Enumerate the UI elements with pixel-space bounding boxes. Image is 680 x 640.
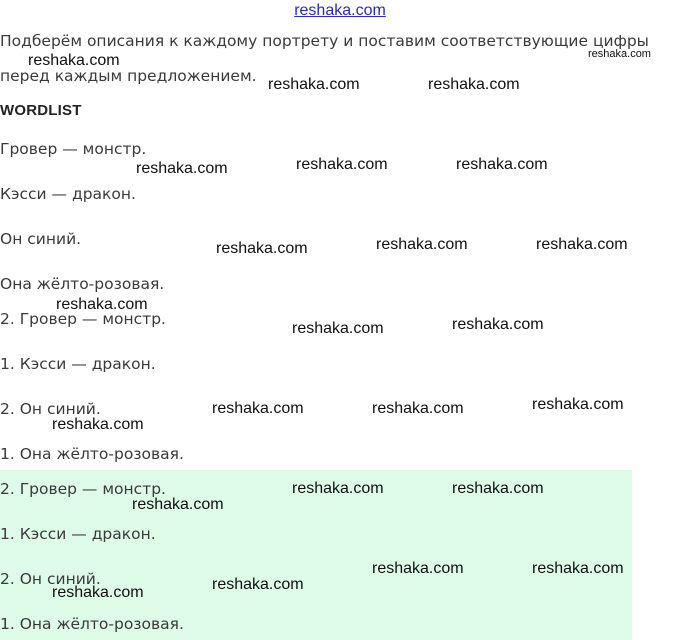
answer-item: 1. Она жёлто-розовая.: [0, 445, 184, 463]
watermark: reshaka.com: [292, 480, 384, 497]
answer-item: 1. Кэсси — дракон.: [0, 355, 156, 373]
highlighted-answer-item: 1. Кэсси — дракон.: [0, 525, 156, 543]
watermark: reshaka.com: [372, 400, 464, 417]
watermark: reshaka.com: [452, 480, 544, 497]
watermark: reshaka.com: [588, 48, 651, 60]
wordlist-heading: WORDLIST: [0, 102, 82, 119]
highlighted-answer-item: 1. Она жёлто-розовая.: [0, 615, 184, 633]
watermark: reshaka.com: [268, 76, 360, 93]
watermark: reshaka.com: [428, 76, 520, 93]
wordlist-item: Он синий.: [0, 230, 82, 248]
wordlist-item: Гровер — монстр.: [0, 140, 147, 158]
watermark: reshaka.com: [532, 560, 624, 577]
answer-item: 2. Он синий.: [0, 400, 101, 418]
watermark: reshaka.com: [536, 236, 628, 253]
watermark: reshaka.com: [212, 400, 304, 417]
watermark: reshaka.com: [456, 156, 548, 173]
intro-line-2: перед каждым предложением.: [0, 67, 257, 85]
highlighted-answer-item: 2. Он синий.: [0, 570, 101, 588]
wordlist-item: Кэсси — дракон.: [0, 185, 136, 203]
answer-item: 2. Гровер — монстр.: [0, 310, 166, 328]
intro-line-1: Подберём описания к каждому портрету и поставим соответствующие цифры: [0, 32, 649, 50]
watermark: reshaka.com: [292, 320, 384, 337]
watermark: reshaka.com: [52, 416, 144, 433]
watermark: reshaka.com: [452, 316, 544, 333]
site-header-link[interactable]: reshaka.com: [294, 2, 386, 19]
watermark: reshaka.com: [28, 52, 120, 69]
wordlist-item: Она жёлто-розовая.: [0, 275, 165, 293]
watermark: reshaka.com: [216, 240, 308, 257]
watermark: reshaka.com: [56, 296, 148, 313]
watermark: reshaka.com: [532, 396, 624, 413]
watermark: reshaka.com: [132, 496, 224, 513]
watermark: reshaka.com: [372, 560, 464, 577]
watermark: reshaka.com: [212, 576, 304, 593]
watermark: reshaka.com: [136, 160, 228, 177]
watermark: reshaka.com: [52, 584, 144, 601]
highlighted-answer-item: 2. Гровер — монстр.: [0, 480, 166, 498]
watermark: reshaka.com: [296, 156, 388, 173]
watermark: reshaka.com: [376, 236, 468, 253]
